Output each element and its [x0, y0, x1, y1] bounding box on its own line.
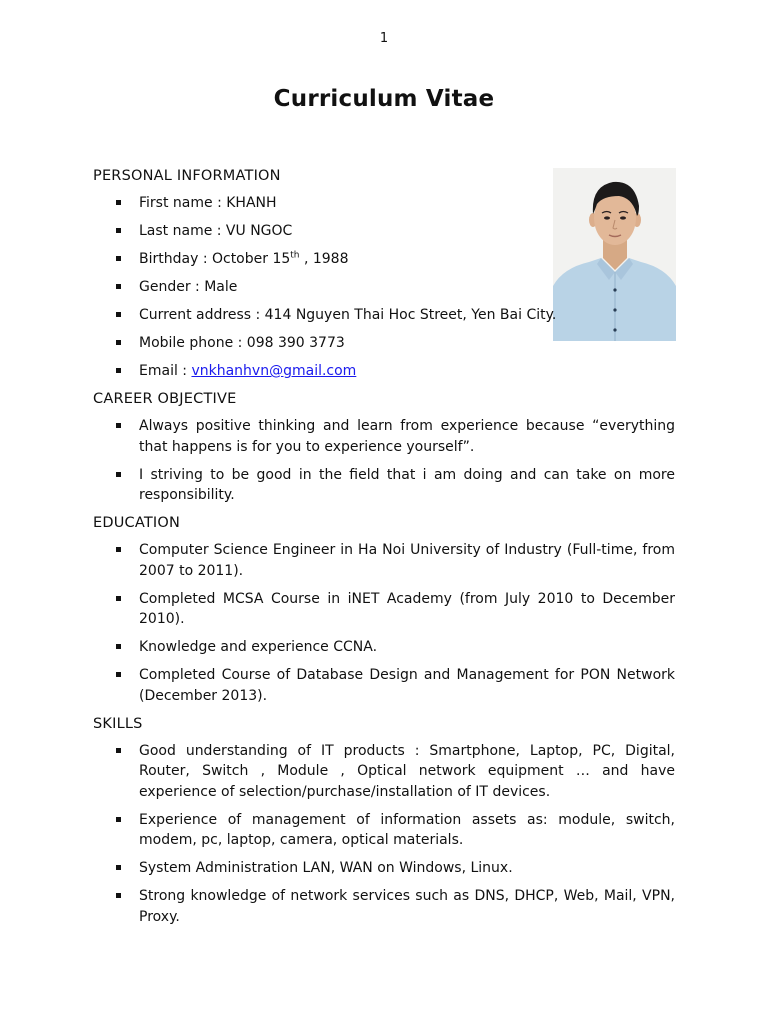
- cv-content: [93, 166, 675, 935]
- email-item: [93, 361, 579, 382]
- list-item: I striving to be good in the field that i am doing and can take on more responsibility.: [93, 465, 675, 506]
- list-item: Experience of management of information assets as: module, switch, modem, pc, laptop, camera, optical materials.: [93, 810, 675, 851]
- document-title: Curriculum Vitae: [273, 86, 495, 112]
- birthday-text: Birthday : October 15: [139, 251, 291, 267]
- list-item: Completed Course of Database Design and Management for PON Network (December 2013).: [93, 665, 675, 706]
- address-item: Current address : 414 Nguyen Thai Hoc Street, Yen Bai City.: [93, 305, 579, 326]
- gender-item: Gender : Male: [93, 277, 579, 298]
- list-item: Completed MCSA Course in iNET Academy (from July 2010 to December 2010).: [93, 589, 675, 630]
- email-link[interactable]: vnkhanhvn@gmail.com: [191, 363, 357, 379]
- first-name-item: First name : KHANH: [93, 193, 579, 214]
- skills-heading: SKILLS: [93, 715, 143, 732]
- email-label: Email :: [139, 363, 192, 379]
- mobile-phone-item: Mobile phone : 098 390 3773: [93, 333, 579, 354]
- career-objective-heading: CAREER OBJECTIVE: [93, 391, 237, 407]
- education-heading: EDUCATION: [93, 515, 181, 531]
- list-item: Knowledge and experience CCNA.: [93, 637, 675, 658]
- education-list: [93, 540, 675, 706]
- birthday-item: [93, 249, 579, 270]
- page-number: 1: [379, 31, 389, 46]
- personal-information-heading: PERSONAL INFORMATION: [93, 168, 281, 184]
- birthday-year: , 1988: [299, 251, 349, 267]
- career-objective-list: [93, 416, 675, 506]
- list-item: Always positive thinking and learn from experience because “everything that happens is for you to experience yourself”.: [93, 416, 675, 457]
- list-item: Computer Science Engineer in Ha Noi University of Industry (Full-time, from 2007 to 2011).: [93, 540, 675, 581]
- birthday-ordinal: th: [290, 250, 300, 261]
- list-item: Good understanding of IT products : Smartphone, Laptop, PC, Digital, Router, Switch , Module , Optical network equipment … and have experience of selection/purchase/installation of IT devices.: [93, 741, 675, 803]
- personal-information-list: [93, 193, 675, 382]
- list-item: System Administration LAN, WAN on Windows, Linux.: [93, 858, 675, 879]
- last-name-item: Last name : VU NGOC: [93, 221, 579, 242]
- list-item: Strong knowledge of network services such as DNS, DHCP, Web, Mail, VPN, Proxy.: [93, 886, 675, 927]
- skills-list: [93, 741, 675, 928]
